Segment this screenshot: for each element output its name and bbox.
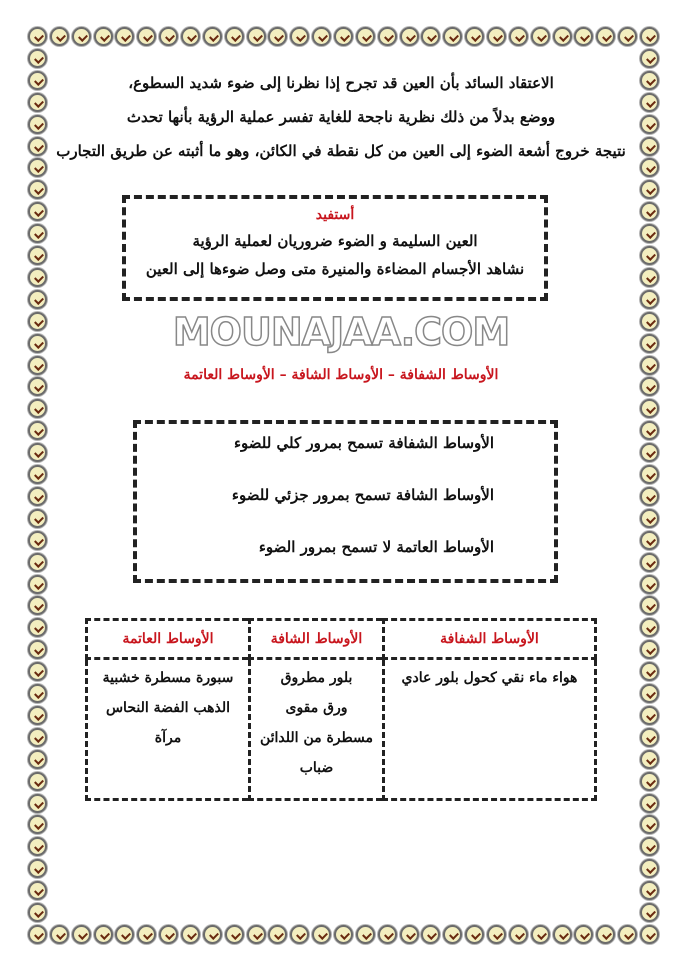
clock-icon <box>28 93 47 112</box>
clock-icon <box>28 27 47 46</box>
clock-icon <box>531 925 550 944</box>
clock-icon <box>28 750 47 769</box>
intro-paragraph <box>52 66 630 168</box>
clock-icon <box>618 925 637 944</box>
clock-icon <box>640 662 659 681</box>
clock-icon <box>181 925 200 944</box>
clock-icon <box>28 443 47 462</box>
clock-icon <box>640 443 659 462</box>
clock-icon <box>159 925 178 944</box>
clock-icon <box>28 881 47 900</box>
clock-icon <box>640 750 659 769</box>
clock-icon <box>640 553 659 572</box>
clock-icon <box>640 640 659 659</box>
clock-icon <box>640 487 659 506</box>
clock-icon <box>28 575 47 594</box>
clock-icon <box>356 925 375 944</box>
clock-icon <box>28 684 47 703</box>
cell-text: الذهب الفضة النحاس <box>105 700 231 716</box>
intro-line-3: نتيجة خروج أشعة الضوء إلى العين من كل نقطة في الكائن، وهو ما أثبته عن طريق التجارب <box>56 142 626 160</box>
clock-icon <box>596 925 615 944</box>
clock-icon <box>94 925 113 944</box>
clock-icon <box>640 903 659 922</box>
clock-icon <box>640 71 659 90</box>
clock-icon <box>509 27 528 46</box>
learn-box <box>122 195 548 301</box>
clock-icon <box>334 925 353 944</box>
learn-title: أستفيد <box>315 207 355 223</box>
clock-icon <box>640 137 659 156</box>
cell-text: بلور مطروق <box>280 670 353 686</box>
clock-icon <box>28 224 47 243</box>
cell-text: مسطرة من اللدائن <box>259 730 374 746</box>
clock-icon <box>640 202 659 221</box>
clock-icon <box>159 27 178 46</box>
clock-icon <box>290 925 309 944</box>
clock-icon <box>28 794 47 813</box>
clock-icon <box>28 158 47 177</box>
header-transparent: الأوساط الشفافة <box>384 620 596 659</box>
clock-icon <box>137 27 156 46</box>
clock-icon <box>640 925 659 944</box>
clock-icon <box>247 925 266 944</box>
media-box <box>133 420 558 583</box>
clock-icon <box>28 246 47 265</box>
media-heading: الأوساط الشفافة – الأوساط الشافة – الأوساط العاتمة <box>183 367 499 383</box>
clock-icon <box>203 27 222 46</box>
header-opaque: الأوساط العاتمة <box>87 620 250 659</box>
clock-icon <box>50 925 69 944</box>
clock-icon <box>28 465 47 484</box>
clock-icon <box>28 202 47 221</box>
clock-icon <box>28 531 47 550</box>
clock-icon <box>640 706 659 725</box>
clock-icon <box>553 925 572 944</box>
clock-icon <box>225 925 244 944</box>
clock-icon <box>487 27 506 46</box>
clock-icon <box>50 27 69 46</box>
clock-icon <box>28 71 47 90</box>
clock-icon <box>640 93 659 112</box>
clock-icon <box>28 290 47 309</box>
clock-icon <box>640 575 659 594</box>
clock-icon <box>28 837 47 856</box>
clock-icon <box>640 837 659 856</box>
media-line-2: الأوساط الشافة تسمح بمرور جزئي للضوء <box>231 486 494 504</box>
cell-text: ورق مقوى <box>285 700 348 716</box>
clock-icon <box>28 903 47 922</box>
clock-icon <box>28 596 47 615</box>
cell-text: سبورة مسطرة خشبية <box>102 670 234 686</box>
clock-icon <box>378 925 397 944</box>
clock-icon <box>640 180 659 199</box>
clock-icon <box>28 399 47 418</box>
clock-icon <box>443 27 462 46</box>
clock-icon <box>487 925 506 944</box>
clock-icon <box>203 925 222 944</box>
clock-icon <box>28 662 47 681</box>
clock-icon <box>268 27 287 46</box>
clock-icon <box>312 925 331 944</box>
intro-line-2: ووضع بدلاً من ذلك نظرية ناجحة للغاية تفسر عملية الرؤية بأنها تحدث <box>126 108 556 126</box>
clock-icon <box>181 27 200 46</box>
clock-icon <box>28 772 47 791</box>
clock-icon <box>115 27 134 46</box>
cell-translucent <box>250 659 384 800</box>
clock-icon <box>28 859 47 878</box>
clock-icon <box>28 115 47 134</box>
clock-icon <box>640 421 659 440</box>
clock-icon <box>28 553 47 572</box>
clock-icon <box>28 815 47 834</box>
clock-icon <box>247 27 266 46</box>
clock-icon <box>640 290 659 309</box>
clock-icon <box>640 158 659 177</box>
clock-icon <box>640 859 659 878</box>
cell-text: ضباب <box>299 760 334 776</box>
clock-icon <box>640 596 659 615</box>
clock-icon <box>378 27 397 46</box>
table-row <box>87 659 596 800</box>
clock-icon <box>72 27 91 46</box>
learn-line-1: العين السليمة و الضوء ضروريان لعملية الرؤية <box>192 232 478 250</box>
clock-icon <box>640 531 659 550</box>
clock-icon <box>72 925 91 944</box>
watermark: MOUNAJAA.COM <box>172 310 510 354</box>
clock-icon <box>312 27 331 46</box>
clock-icon <box>225 27 244 46</box>
clock-icon <box>509 925 528 944</box>
media-table <box>85 618 597 801</box>
clock-icon <box>28 137 47 156</box>
clock-icon <box>28 268 47 287</box>
clock-icon <box>531 27 550 46</box>
cell-text: مرآة <box>154 730 182 746</box>
clock-icon <box>421 27 440 46</box>
clock-icon <box>640 509 659 528</box>
clock-icon <box>640 465 659 484</box>
clock-icon <box>618 27 637 46</box>
clock-icon <box>640 772 659 791</box>
clock-icon <box>28 180 47 199</box>
clock-icon <box>640 246 659 265</box>
clock-icon <box>28 49 47 68</box>
clock-icon <box>28 509 47 528</box>
clock-icon <box>28 925 47 944</box>
clock-icon <box>137 925 156 944</box>
cell-opaque <box>87 659 250 800</box>
clock-icon <box>28 487 47 506</box>
clock-icon <box>28 706 47 725</box>
clock-icon <box>553 27 572 46</box>
clock-icon <box>28 421 47 440</box>
clock-icon <box>400 925 419 944</box>
clock-icon <box>640 684 659 703</box>
cell-text: هواء ماء نقي كحول بلور عادي <box>401 670 578 686</box>
clock-icon <box>640 728 659 747</box>
clock-icon <box>94 27 113 46</box>
clock-icon <box>268 925 287 944</box>
cell-transparent <box>384 659 596 800</box>
clock-icon <box>574 925 593 944</box>
media-line-3: الأوساط العاتمة لا تسمح بمرور الضوء <box>258 538 494 556</box>
clock-icon <box>28 640 47 659</box>
clock-icon <box>28 728 47 747</box>
clock-icon <box>640 49 659 68</box>
clock-icon <box>115 925 134 944</box>
clock-icon <box>640 27 659 46</box>
clock-icon <box>640 224 659 243</box>
clock-icon <box>334 27 353 46</box>
learn-line-2: نشاهد الأجسام المضاءة والمنيرة متى وصل ضوءها إلى العين <box>145 260 525 278</box>
clock-icon <box>596 27 615 46</box>
clock-icon <box>465 27 484 46</box>
clock-icon <box>421 925 440 944</box>
header-translucent: الأوساط الشافة <box>250 620 384 659</box>
clock-icon <box>640 794 659 813</box>
clock-icon <box>356 27 375 46</box>
table-header-row <box>87 620 596 659</box>
clock-icon <box>640 618 659 637</box>
clock-icon <box>640 268 659 287</box>
media-line-1: الأوساط الشفافة تسمح بمرور كلي للضوء <box>233 434 494 452</box>
clock-icon <box>640 881 659 900</box>
intro-line-1: الاعتقاد السائد بأن العين قد تجرح إذا نظرنا إلى ضوء شديد السطوع، <box>128 74 554 92</box>
clock-icon <box>465 925 484 944</box>
clock-icon <box>28 618 47 637</box>
clock-icon <box>640 399 659 418</box>
clock-icon <box>443 925 462 944</box>
clock-icon <box>640 815 659 834</box>
clock-icon <box>290 27 309 46</box>
clock-icon <box>640 115 659 134</box>
clock-icon <box>574 27 593 46</box>
clock-icon <box>400 27 419 46</box>
